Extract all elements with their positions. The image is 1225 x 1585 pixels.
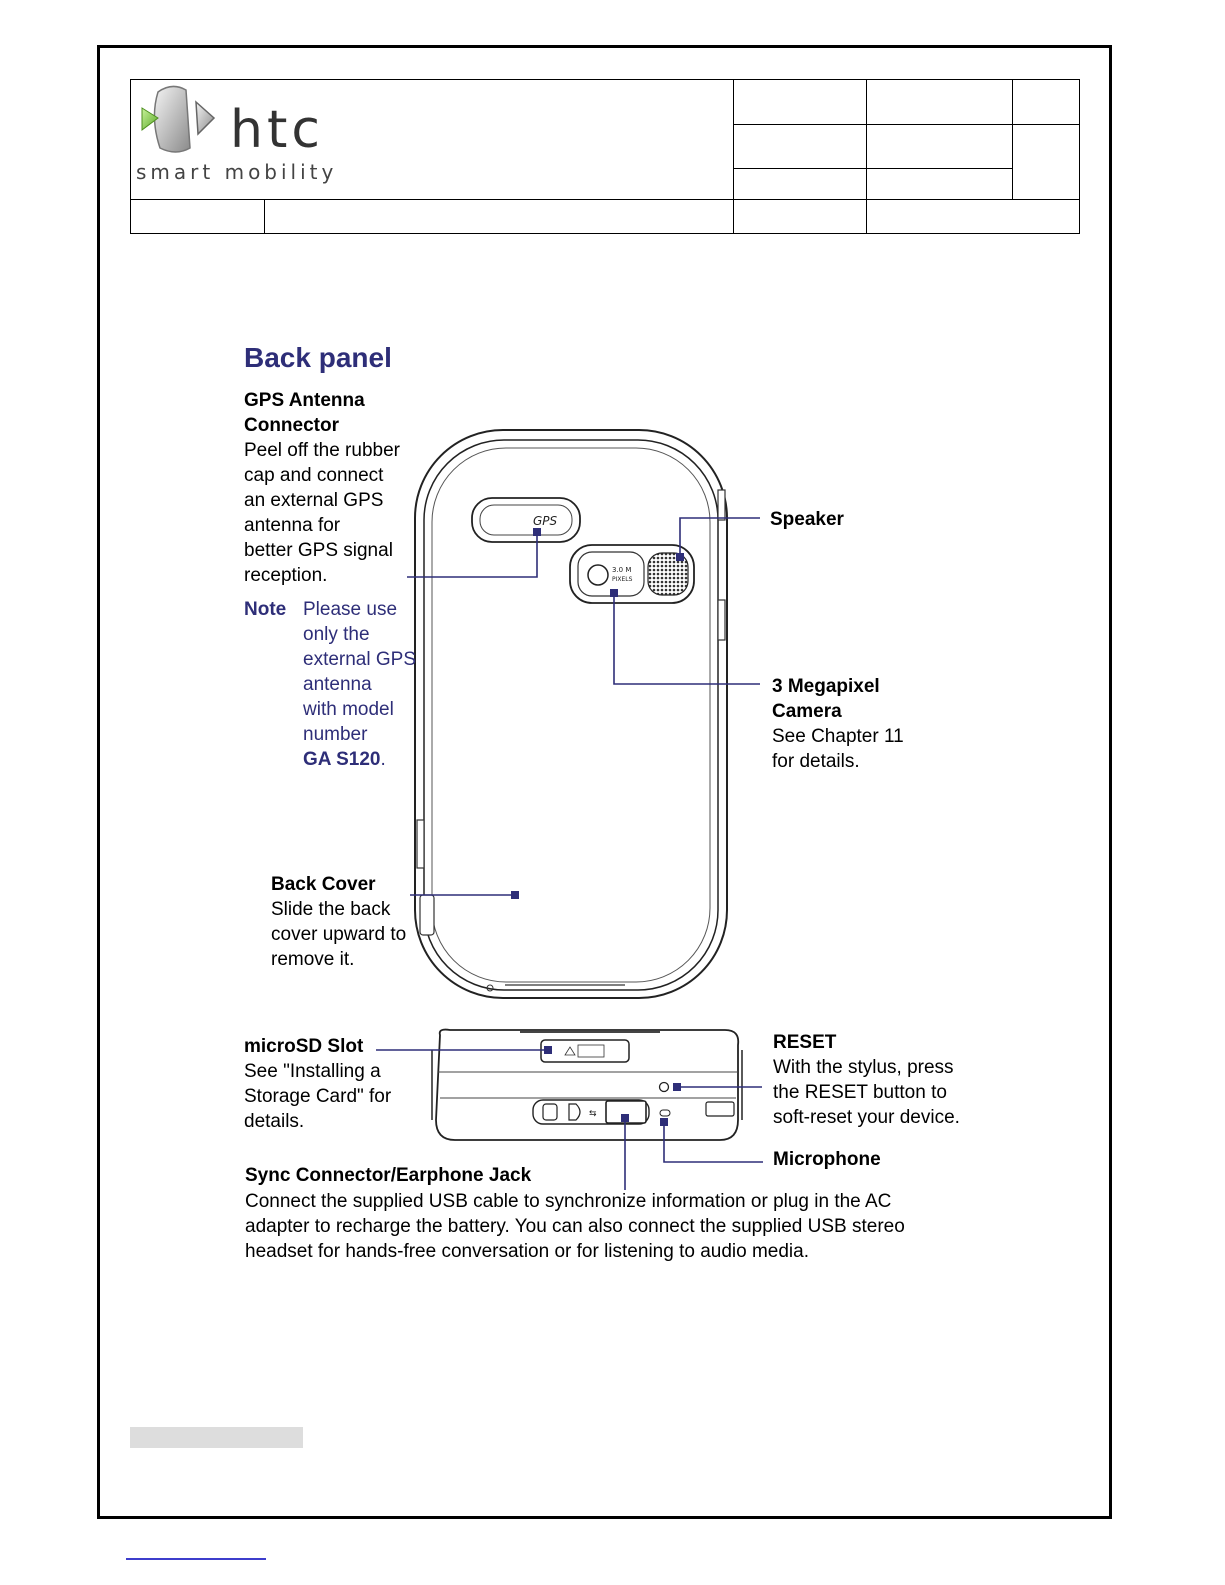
note-line: with model [303, 699, 394, 720]
side-button [420, 895, 434, 935]
microphone-heading: Microphone [773, 1149, 881, 1170]
sync-line: adapter to recharge the battery. You can also connect the supplied USB stereo [245, 1216, 905, 1237]
camera-badge-line-2: PIXELS [612, 576, 633, 583]
microsd-heading: microSD Slot [244, 1036, 364, 1057]
gps-line: Peel off the rubber [244, 440, 400, 461]
note-line: external GPS [303, 649, 416, 670]
sync-line: Connect the supplied USB cable to synchronize information or plug in the AC [245, 1191, 892, 1212]
note-model-number: GA S120 [303, 749, 381, 770]
gps-line: better GPS signal [244, 540, 393, 561]
back-cover-line: Slide the back [271, 899, 391, 920]
gps-line: reception. [244, 565, 328, 586]
microsd-line: details. [244, 1111, 305, 1132]
brand-tagline: smart mobility [136, 160, 338, 184]
note-line: number [303, 724, 368, 745]
gps-cap-label: GPS [533, 514, 558, 528]
note-line: antenna [303, 674, 372, 695]
camera-heading-1: 3 Megapixel [772, 676, 880, 697]
camera-heading-2: Camera [772, 701, 842, 722]
back-cover-line: cover upward to [271, 924, 407, 945]
note-line: Please use [303, 599, 398, 620]
section-title: Back panel [244, 342, 392, 373]
gps-line: an external GPS [244, 490, 384, 511]
gps-heading-1: GPS Antenna [244, 390, 365, 411]
gps-line: antenna for [244, 515, 341, 536]
reset-heading: RESET [773, 1032, 837, 1053]
camera-line: See Chapter 11 [772, 726, 904, 747]
speaker-heading: Speaker [770, 509, 844, 530]
lanyard-loop-icon [569, 1104, 580, 1120]
side-button [417, 820, 424, 868]
reset-line: the RESET button to [773, 1082, 947, 1103]
camera-line: for details. [772, 751, 860, 772]
lanyard-loop-icon [543, 1104, 557, 1120]
microsd-line: Storage Card" for [244, 1086, 392, 1107]
back-cover-line: remove it. [271, 949, 355, 970]
footer-placeholder-bar [130, 1427, 303, 1448]
note-model-line [303, 747, 386, 772]
side-button [718, 490, 725, 520]
camera-lens-icon [588, 565, 608, 585]
note-line: only the [303, 624, 370, 645]
brand-wordmark: htc [230, 100, 324, 160]
back-cover-heading: Back Cover [271, 874, 376, 895]
stylus-slot [706, 1102, 734, 1116]
gps-heading-2: Connector [244, 415, 339, 436]
side-button [718, 600, 725, 640]
note-label: Note [244, 599, 287, 620]
microsd-logo-icon [578, 1045, 604, 1057]
usb-symbol-icon: ⇆ [589, 1109, 597, 1119]
footer-link-underline[interactable] [126, 1558, 266, 1560]
reset-line: With the stylus, press [773, 1057, 954, 1078]
microphone-hole [660, 1110, 670, 1116]
reset-hole [660, 1083, 669, 1092]
note-model-suffix: . [380, 749, 386, 770]
reset-line: soft-reset your device. [773, 1107, 960, 1128]
microsd-line: See "Installing a [244, 1061, 381, 1082]
sync-line: headset for hands-free conversation or for listening to audio media. [245, 1241, 809, 1262]
gps-line: cap and connect [244, 465, 384, 486]
sync-heading: Sync Connector/Earphone Jack [245, 1165, 532, 1186]
camera-badge-line-1: 3.0 M [612, 566, 632, 574]
